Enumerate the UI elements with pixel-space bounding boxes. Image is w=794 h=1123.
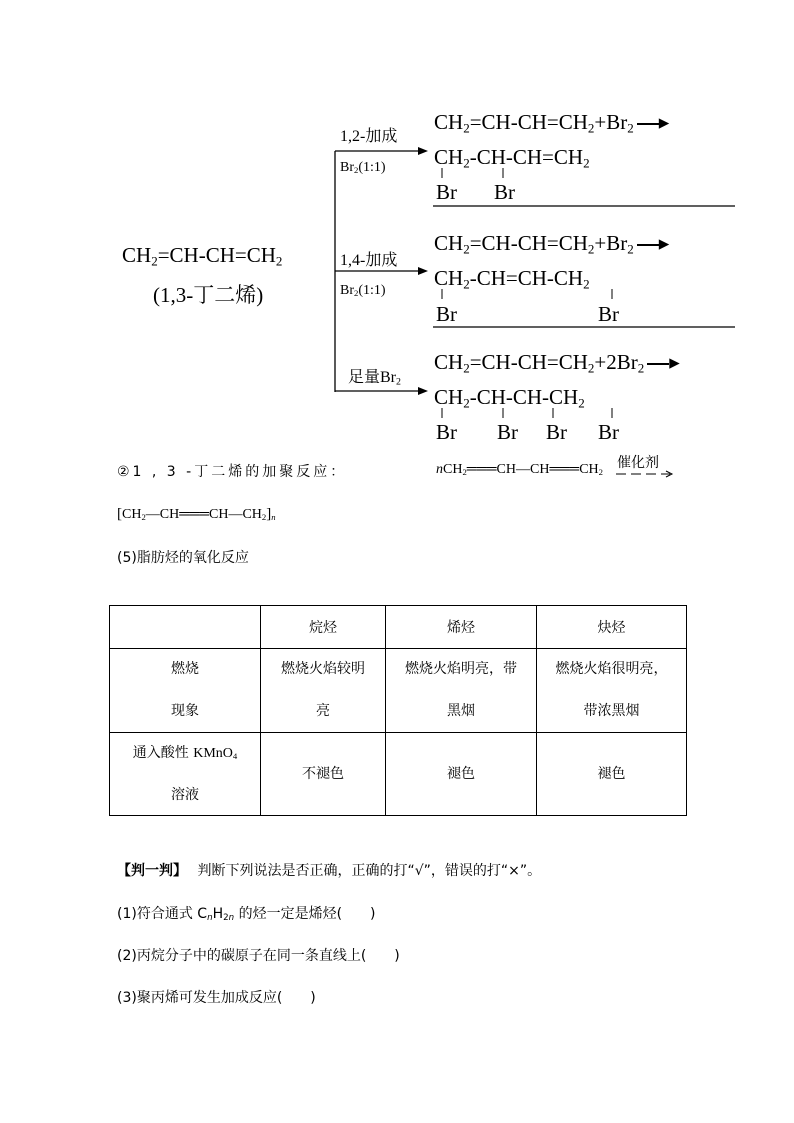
- oxidation-table: [109, 605, 687, 816]
- polymer-equation: $nCH_2═══CH—CH═══CH_2$: [436, 462, 603, 478]
- table-header-cell: 炔烃: [537, 606, 687, 649]
- branch1-br-1: Br: [436, 180, 457, 204]
- catalyst-arrow: [612, 469, 682, 479]
- branch3-br-1: Br: [436, 420, 457, 444]
- table-header-cell: 烯烃: [386, 606, 537, 649]
- branch3-condition-top: 足量$Br_2$: [348, 369, 401, 388]
- branch1-product: $CH_2-CH-CH=CH_2$: [434, 145, 590, 171]
- table-row-label: 通入酸性 KMnO$_4$ 溶液: [110, 733, 261, 816]
- branch1-condition-top: 1,2-加成: [340, 128, 398, 145]
- judge-header: [117, 860, 541, 880]
- judge-tag: 【判一判】: [117, 863, 187, 879]
- table-header-cell: [110, 606, 261, 649]
- table-row: [110, 649, 687, 733]
- table-cell: 褪色: [537, 733, 687, 816]
- table-cell: 不褪色: [261, 733, 386, 816]
- branch1-condition-bottom: $Br_2(1:1)$: [340, 160, 386, 176]
- judge-item-3: (3)聚丙烯可发生加成反应( ): [117, 990, 316, 1006]
- judge-item-2: (2)丙烷分子中的碳原子在同一条直线上( ): [117, 948, 400, 964]
- table-cell: 燃烧火焰较明 亮: [261, 649, 386, 733]
- table-row-label: 燃烧 现象: [110, 649, 261, 733]
- table-cell: 燃烧火焰明亮，带 黑烟: [386, 649, 537, 733]
- judge-item-1: (1)符合通式 $C_nH_{2n}$ 的烃一定是烯烃( ): [117, 906, 376, 924]
- table-cell: 燃烧火焰很明亮， 带浓黑烟: [537, 649, 687, 733]
- branch2-condition-bottom: $Br_2(1:1)$: [340, 283, 386, 299]
- branch2-br-1: Br: [436, 302, 457, 326]
- polymer-heading: ②1 , 3 -丁二烯的加聚反应：: [117, 464, 348, 480]
- branch3-product: $CH_2-CH-CH-CH_2$: [434, 385, 585, 411]
- reactant-formula: $CH_2=CH-CH=CH_2$: [122, 243, 283, 269]
- branch2-br-2: Br: [598, 302, 619, 326]
- catalyst-label: 催化剂: [617, 455, 659, 471]
- branch1-br-2: Br: [494, 180, 515, 204]
- branch1-equation: $CH_2=CH-CH=CH_2+Br_2$ ▸: [434, 110, 670, 136]
- table-header-cell: 烷烃: [261, 606, 386, 649]
- branch3-br-3: Br: [546, 420, 567, 444]
- polymer-product: $[CH_2—CH═══CH—CH_2]_n$: [117, 506, 276, 523]
- table-header-row: [110, 606, 687, 649]
- judge-instruction: 判断下列说法是否正确，正确的打“√”，错误的打“×”。: [197, 863, 542, 879]
- branch3-br-2: Br: [497, 420, 518, 444]
- section-heading: (5)脂肪烃的氧化反应: [117, 550, 249, 566]
- branch2-condition-top: 1,4-加成: [340, 252, 398, 269]
- branch3-equation: $CH_2=CH-CH=CH_2+2Br_2$ ▸: [434, 350, 680, 376]
- table-cell: 褪色: [386, 733, 537, 816]
- reactant-name: (1,3-丁二烯): [153, 283, 264, 307]
- branch2-equation: $CH_2=CH-CH=CH_2+Br_2$ ▸: [434, 231, 670, 257]
- branch2-product: $CH_2-CH=CH-CH_2$: [434, 266, 590, 292]
- branch3-br-4: Br: [598, 420, 619, 444]
- branch-arrows: [0, 0, 794, 460]
- table-row: [110, 733, 687, 816]
